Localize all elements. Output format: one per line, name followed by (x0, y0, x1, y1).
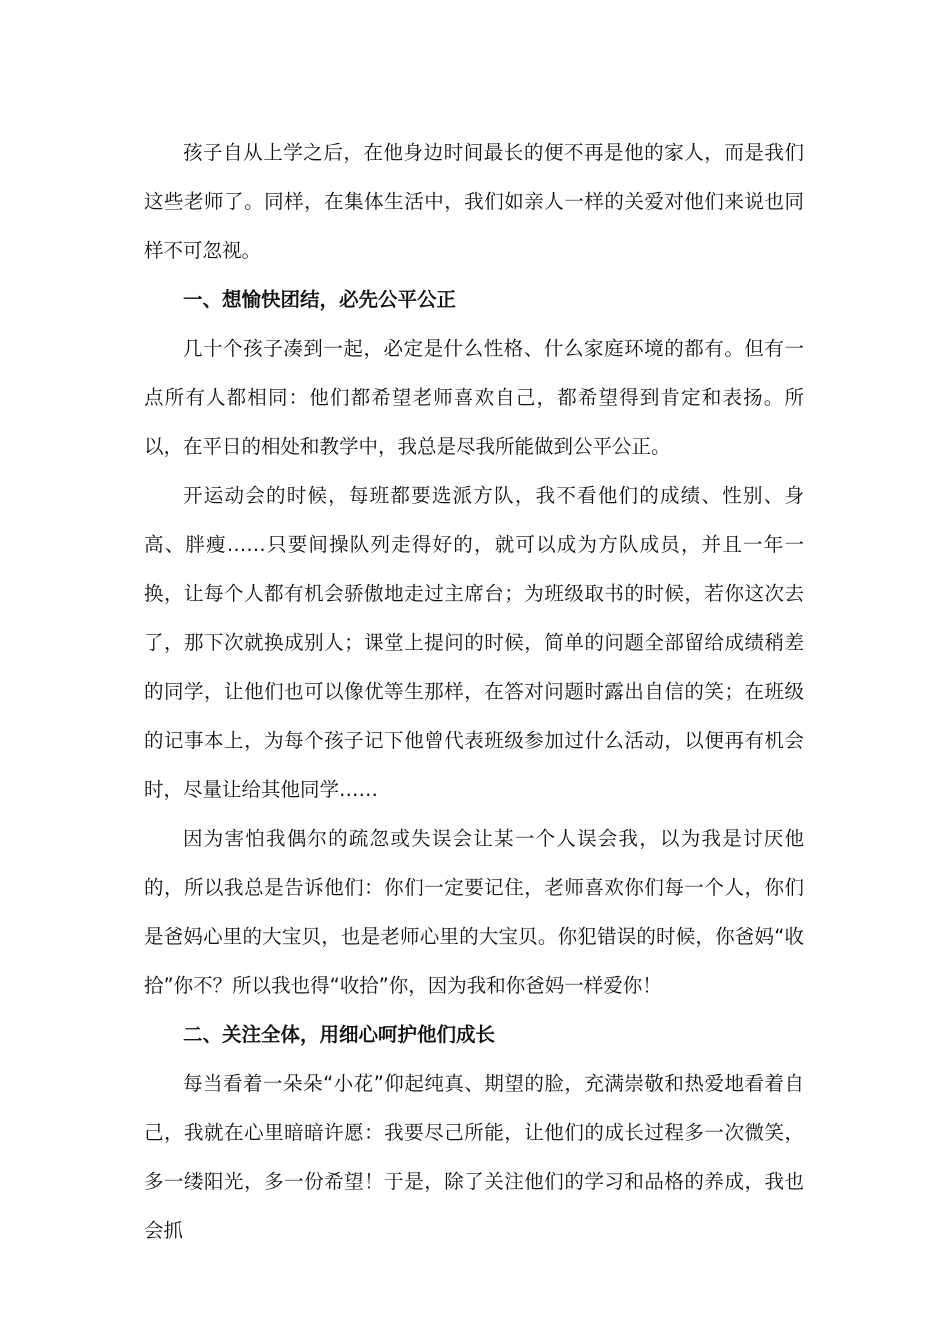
paragraph-fairness-1: 几十个孩子凑到一起，必定是什么性格、什么家庭环境的都有。但有一点所有人都相同：他们都希望老师喜欢自己，都希望得到肯定和表扬。所以，在平日的相处和教学中，我总是尽我所能做到公平公正。 (144, 337, 804, 458)
section-heading-care: 二、关注全体，用细心呵护他们成长 (183, 1023, 496, 1046)
section-heading-fairness: 一、想愉快团结，必先公平公正 (183, 288, 457, 311)
paragraph-care-1: 每当看着一朵朵“小花”仰起纯真、期望的脸，充满崇敬和热爱地看着自己，我就在心里暗暗许愿：我要尽己所能，让他们的成长过程多一次微笑，多一缕阳光，多一份希望！于是，除了关注他们的学习和品格的养成，我也会抓 (144, 1072, 804, 1242)
paragraph-intro: 孩子自从上学之后，在他身边时间最长的便不再是他的家人，而是我们这些老师了。同样，在集体生活中，我们如亲人一样的关爱对他们来说也同样不可忽视。 (144, 141, 804, 262)
paragraph-fairness-2: 开运动会的时候，每班都要选派方队，我不看他们的成绩、性别、身高、胖瘦……只要间操队列走得好的，就可以成为方队成员，并且一年一换，让每个人都有机会骄傲地走过主席台；为班级取书的时候，若你这次去了，那下次就换成别人；课堂上提问的时候，简单的问题全部留给成绩稍差的同学，让他们也可以像优等生那样，在答对问题时露出自信的笑；在班级的记事本上，为每个孩子记下他曾代表班级参加过什么活动，以便再有机会时，尽量让给其他同学…… (144, 484, 804, 801)
document-body (144, 128, 804, 1255)
paragraph-fairness-3: 因为害怕我偶尔的疏忽或失误会让某一个人误会我，以为我是讨厌他的，所以我总是告诉他们：你们一定要记住，老师喜欢你们每一个人，你们是爸妈心里的大宝贝，也是老师心里的大宝贝。你犯错误的时候，你爸妈“收拾”你不？所以我也得“收拾”你，因为我和你爸妈一样爱你！ (144, 827, 804, 997)
